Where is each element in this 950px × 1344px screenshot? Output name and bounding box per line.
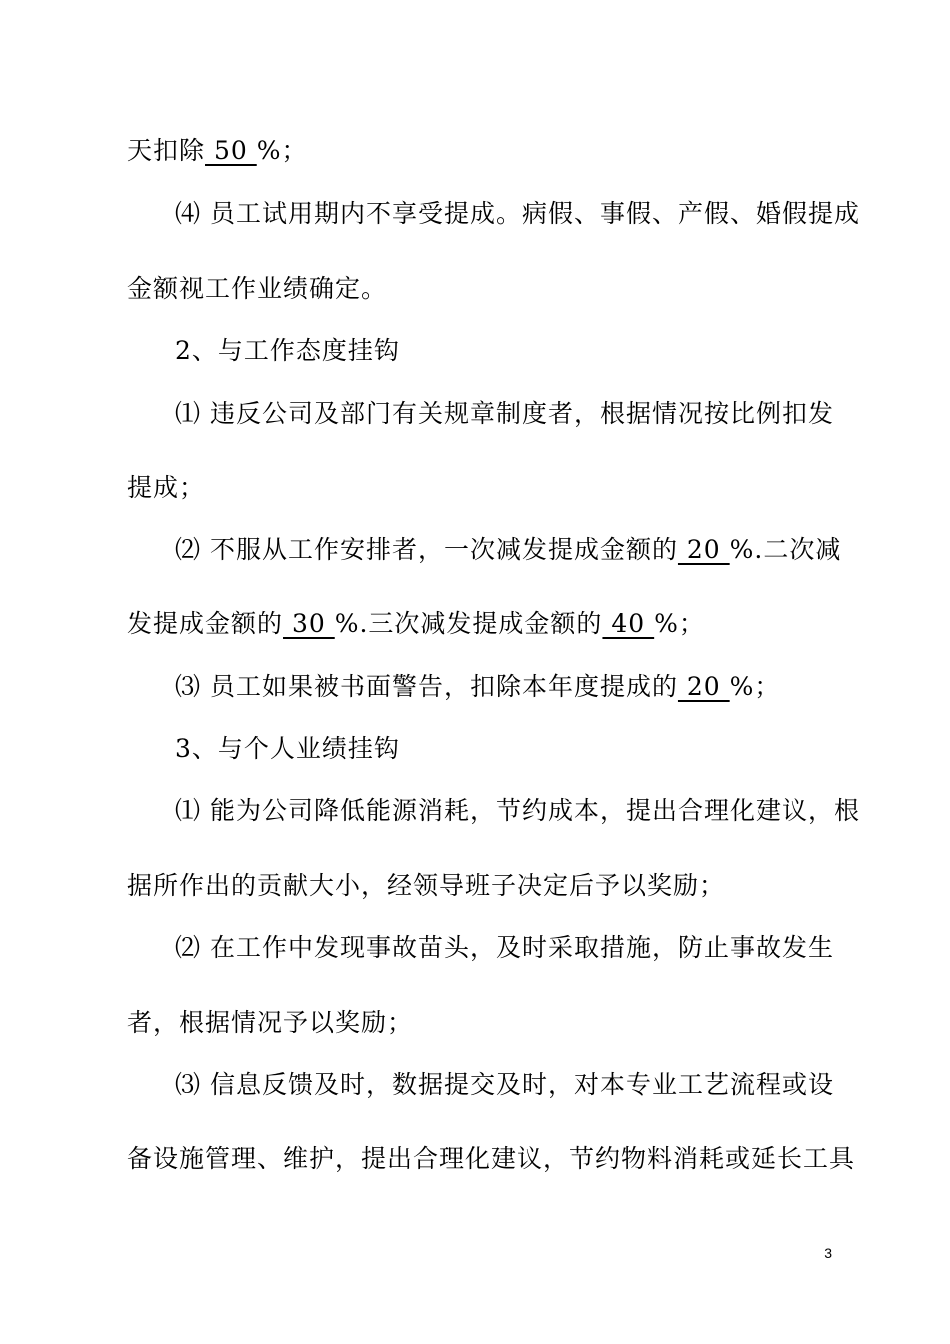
- text-line-5: ⑴ 违反公司及部门有关规章制度者，根据情况按比例扣发: [175, 399, 834, 428]
- underlined-value: 30: [283, 609, 335, 638]
- underlined-value: 20: [677, 672, 730, 701]
- underlined-value: 20: [677, 535, 730, 564]
- section-heading-2: 2、与工作态度挂钩: [175, 336, 400, 365]
- text-line-11: ⑴ 能为公司降低能源消耗，节约成本，提出合理化建议，根: [175, 796, 860, 825]
- section-heading-3: 3、与个人业绩挂钩: [175, 734, 400, 763]
- text-line-14: 者，根据情况予以奖励；: [127, 1008, 414, 1037]
- text-line-9: ⑶ 员工如果被书面警告，扣除本年度提成的 20 %；: [175, 672, 781, 701]
- text-line-15: ⑶ 信息反馈及时，数据提交及时，对本专业工艺流程或设: [175, 1070, 834, 1099]
- underlined-value: 50: [205, 136, 257, 165]
- text-line-3: 金额视工作业绩确定。: [127, 274, 388, 303]
- page-number: 3: [824, 1245, 832, 1261]
- text-line-1: 天扣除 50 %；: [127, 136, 308, 165]
- text-line-16: 备设施管理、维护，提出合理化建议，节约物料消耗或延长工具: [127, 1144, 856, 1173]
- text-line-13: ⑵ 在工作中发现事故苗头，及时采取措施，防止事故发生: [175, 933, 834, 962]
- text-line-8: 发提成金额的 30 %.三次减发提成金额的 40 %；: [127, 609, 705, 638]
- text-line-7: ⑵ 不服从工作安排者，一次减发提成金额的 20 %.二次减: [175, 535, 842, 564]
- text-line-12: 据所作出的贡献大小，经领导班子决定后予以奖励；: [127, 871, 726, 900]
- underlined-value: 40: [602, 609, 655, 638]
- text-line-6: 提成；: [127, 473, 206, 502]
- text-line-2: ⑷ 员工试用期内不享受提成。病假、事假、产假、婚假提成: [175, 199, 860, 228]
